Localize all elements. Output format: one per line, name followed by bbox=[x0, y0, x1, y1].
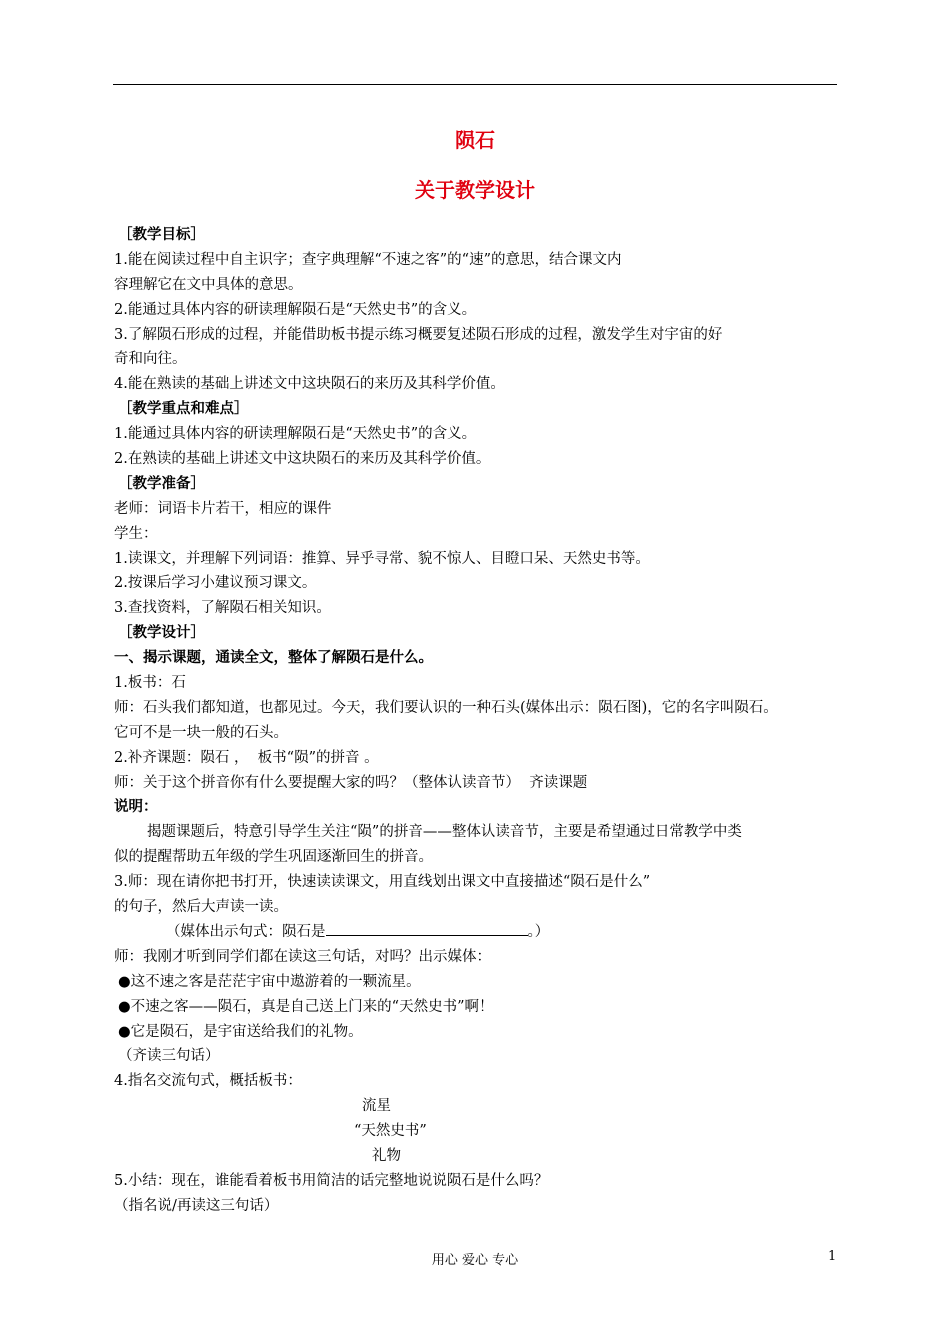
text-line: （齐读三句话） bbox=[118, 1048, 220, 1065]
text-line: 的句子，然后大声读一读。 bbox=[114, 899, 288, 916]
text-line: 4.指名交流句式，概括板书： bbox=[114, 1073, 302, 1090]
text-line: 师：关于这个拼音你有什么要提醒大家的吗？（整体认读音节） 齐读课题 bbox=[114, 774, 588, 791]
text-line: 3.了解陨石形成的过程，并能借助板书提示练习概要复述陨石形成的过程，激发学生对宇宙的好 bbox=[114, 326, 723, 343]
section-heading: ［教学目标］ bbox=[118, 227, 205, 243]
document-body bbox=[114, 223, 844, 1219]
section-heading: ［教学重点和难点］ bbox=[118, 401, 249, 418]
text-line: 2.按课后学习小建议预习课文。 bbox=[114, 575, 317, 592]
footer-motto: 用心 爱心 专心 bbox=[431, 1253, 519, 1268]
text-line: 1.板书：石 bbox=[114, 675, 186, 692]
text-line: 容理解它在文中具体的意思。 bbox=[114, 276, 303, 293]
text-line: 学生： bbox=[114, 525, 158, 542]
text-line: 揭题课题后，特意引导学生关注“陨”的拼音——整体认读音节，主要是希望通过日常教学中类 bbox=[147, 824, 742, 841]
text-line: 3.查找资料，了解陨石相关知识。 bbox=[114, 600, 331, 617]
text-line: 1.能通过具体内容的研读理解陨石是“天然史书”的含义。 bbox=[114, 426, 477, 443]
sentence-end: 。） bbox=[527, 923, 550, 940]
fill-blank bbox=[326, 920, 528, 936]
text-line: 4.能在熟读的基础上讲述文中这块陨石的来历及其科学价值。 bbox=[114, 376, 505, 393]
text-line: 2.补齐课题：陨石 ， 板书“陨”的拼音 。 bbox=[114, 749, 379, 766]
text-line: 流星 bbox=[362, 1098, 391, 1115]
text-line: 似的提醒帮助五年级的学生巩固逐渐回生的拼音。 bbox=[114, 849, 433, 866]
text-line: 师：我刚才听到同学们都在读这三句话，对吗？出示媒体： bbox=[114, 948, 491, 965]
text-line: ●不速之客——陨石，真是自己送上门来的“天然史书”啊！ bbox=[118, 998, 494, 1015]
text-line: “天然史书” bbox=[354, 1123, 427, 1140]
document-title: 陨石 bbox=[455, 128, 495, 152]
bold-heading: 一、揭示课题，通读全文，整体了解陨石是什么。 bbox=[114, 650, 433, 667]
text-line: 奇和向往。 bbox=[114, 351, 187, 368]
text-line: （指名说/再读这三句话） bbox=[114, 1197, 279, 1214]
text-line: 1.读课文，并理解下列词语：推算、异乎寻常、貌不惊人、目瞪口呆、天然史书等。 bbox=[114, 550, 650, 567]
text-line: ●它是陨石，是宇宙送给我们的礼物。 bbox=[118, 1023, 363, 1040]
bold-heading: 说明： bbox=[114, 799, 158, 816]
sentence-prompt: （媒体出示句式：陨石是 bbox=[166, 923, 326, 940]
text-line: ●这不速之客是茫茫宇宙中遨游着的一颗流星。 bbox=[118, 973, 421, 990]
text-line bbox=[114, 920, 844, 945]
header-rule bbox=[113, 84, 837, 85]
text-line: 师：石头我们都知道，也都见过。今天，我们要认识的一种石头(媒体出示：陨石图)，它的名字叫陨石。 bbox=[114, 699, 778, 716]
section-heading: ［教学设计］ bbox=[118, 625, 205, 642]
text-line: 老师：词语卡片若干，相应的课件 bbox=[114, 500, 332, 517]
text-line: 2.能通过具体内容的研读理解陨石是“天然史书”的含义。 bbox=[114, 301, 477, 318]
section-heading: ［教学准备］ bbox=[118, 475, 205, 492]
text-line: 3.师：现在请你把书打开，快速读读课文，用直线划出课文中直接描述“陨石是什么” bbox=[114, 874, 651, 891]
text-line: 它可不是一块一般的石头。 bbox=[114, 724, 288, 741]
text-line: 1.能在阅读过程中自主识字；查字典理解“不速之客”的“速”的意思，结合课文内 bbox=[114, 251, 622, 268]
text-line: 5.小结：现在，谁能看着板书用简洁的话完整地说说陨石是什么吗？ bbox=[114, 1172, 549, 1189]
page-number: 1 bbox=[828, 1249, 837, 1264]
text-line: 礼物 bbox=[372, 1147, 401, 1164]
document-subtitle: 关于教学设计 bbox=[415, 178, 535, 202]
text-line: 2.在熟读的基础上讲述文中这块陨石的来历及其科学价值。 bbox=[114, 451, 491, 468]
